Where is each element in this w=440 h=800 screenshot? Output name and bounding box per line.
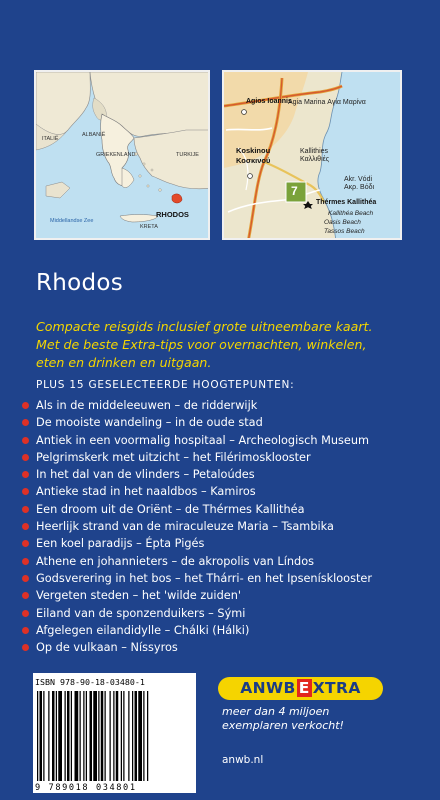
tagline-line: exemplaren verkocht! (222, 719, 344, 732)
bullet-icon (22, 402, 29, 409)
barcode-bar (52, 691, 55, 781)
label-akr-vodi-greek: Ακρ. Βόδι (344, 184, 375, 191)
label-kallithies: Kallithies (300, 148, 329, 155)
list-item (22, 501, 372, 518)
label-italie: ITALIË (42, 136, 59, 142)
barcode-bar (147, 691, 148, 781)
label-koskinou: Koskinou (236, 146, 271, 155)
highlight-text: Godsverering in het bos – het Thárri- en het Ipsenísklooster (36, 571, 373, 585)
highlight-text: Als in de middeleeuwen – de ridderwijk (36, 399, 258, 412)
bullet-icon (22, 592, 29, 599)
barcode-bar (56, 691, 57, 781)
list-item (22, 535, 372, 552)
bullet-icon (22, 540, 29, 547)
highlight-text: Op de vulkaan – Níssyros (36, 641, 178, 655)
bullet-icon (22, 523, 29, 530)
bullet-icon (22, 610, 29, 617)
route-number-badge: 7 (291, 184, 298, 198)
barcode-bar (105, 691, 106, 781)
bullet-icon (22, 437, 29, 444)
list-item (22, 518, 372, 535)
highlight-text: Vergeten steden – het 'wilde zuiden' (36, 589, 241, 603)
intro-line: eten en drinken en uitgaan. (36, 355, 212, 370)
barcode-panel (33, 673, 196, 793)
list-item (22, 622, 372, 639)
barcode-bar (116, 691, 119, 781)
list-item (22, 483, 372, 500)
bullet-icon (22, 558, 29, 565)
ean-number: 9 789018 034801 (35, 783, 137, 793)
intro-line: Compacte reisgids inclusief grote uitneembare kaart. (36, 319, 373, 334)
logo-part-anwb: ANWB (240, 679, 296, 697)
book-title: Rhodos (36, 270, 124, 296)
label-middellandse-zee: Middellandse Zee (50, 218, 94, 224)
highlight-text: Antieke stad in het naaldbos – Kamiros (36, 485, 256, 499)
label-griekenland: GRIEKENLAND (96, 152, 136, 158)
bullet-icon (22, 419, 29, 426)
barcode-bar (48, 691, 49, 781)
barcode-bar (121, 691, 122, 781)
list-item (22, 639, 372, 656)
highlight-text: Een droom uit de Oriënt – de Thérmes Kallithéa (36, 502, 305, 516)
bullet-icon (22, 471, 29, 478)
barcode-bar (90, 691, 93, 781)
detail-map (222, 70, 402, 240)
highlight-text: Pelgrimskerk met uitzicht – het Filérimosklooster (36, 450, 311, 464)
barcode-bar (75, 691, 79, 781)
label-kallithea-beach: Kallithéa Beach (328, 210, 374, 217)
barcode-bar (101, 691, 104, 781)
label-kallithies-greek: Καλλιθιές (300, 156, 330, 163)
label-rhodos: RHODOS (156, 210, 189, 219)
label-tassos-beach: Tassos Beach (324, 228, 365, 235)
list-item (22, 605, 372, 622)
barcode-bar (83, 691, 84, 781)
label-agios-ioannis: Agios Ioannis (246, 98, 292, 105)
barcode-bar (123, 691, 124, 781)
barcode-bar (65, 691, 66, 781)
barcode-bar (128, 691, 129, 781)
label-turkije: TURKIJE (176, 152, 199, 158)
barcode-bar (98, 691, 99, 781)
barcode-bar (143, 691, 144, 781)
isbn-number: ISBN 978-90-18-03480-1 (35, 677, 145, 687)
highlight-text: Eiland van de sponzenduikers – Sými (36, 606, 246, 620)
highlights-heading: PLUS 15 GESELECTEERDE HOOGTEPUNTEN: (36, 379, 295, 391)
barcode-bar (40, 691, 43, 781)
label-kreta: KRETA (140, 224, 158, 230)
list-item (22, 432, 372, 449)
sales-tagline (222, 705, 344, 733)
barcode-bar (43, 691, 44, 781)
tagline-line: meer dan 4 miljoen (222, 705, 330, 718)
anwb-extra-logo (218, 677, 383, 700)
highlight-text: Afgelegen eilandidylle – Chálki (Hálki) (36, 623, 250, 637)
highlight-text: De mooiste wandeling – in de oude stad (36, 416, 263, 430)
label-koskinou-greek: Κοσκινού (236, 156, 271, 165)
intro-line: Met de beste Extra-tips voor overnachten, winkelen, (36, 337, 367, 352)
barcode-bar (138, 691, 142, 781)
list-item (22, 449, 372, 466)
bullet-icon (22, 627, 29, 634)
barcode-bar (67, 691, 70, 781)
label-akr-vodi: Akr. Vódi (344, 176, 373, 183)
website-url: anwb.nl (222, 754, 264, 766)
highlight-text: Athene en johannieters – de akropolis van Líndos (36, 554, 314, 568)
highlight-text: Een koel paradijs – Épta Pigés (36, 537, 205, 551)
highlight-text: Heerlijk strand van de miraculeuze Maria – Tsambika (36, 520, 334, 534)
barcode-bar (132, 691, 133, 781)
list-item (22, 553, 372, 570)
barcode-bar (110, 691, 111, 781)
highlights-list (22, 397, 372, 656)
barcode-graphic (37, 691, 192, 781)
bullet-icon (22, 454, 29, 461)
barcode-bar (71, 691, 72, 781)
label-agia-marina: Agia Marina Αγία Μαρίνα (288, 99, 366, 106)
list-item (22, 397, 372, 414)
list-item (22, 414, 372, 431)
list-item (22, 570, 372, 587)
label-oasis-beach: Oasis Beach (324, 219, 361, 226)
label-thermes-kallithea: Thérmes Kallithéa (316, 199, 377, 206)
bullet-icon (22, 644, 29, 651)
barcode-bar (135, 691, 138, 781)
bullet-icon (22, 488, 29, 495)
barcode-bar (37, 691, 38, 781)
overview-map (34, 70, 210, 240)
bullet-icon (22, 575, 29, 582)
bullet-icon (22, 506, 29, 513)
barcode-bar (58, 691, 62, 781)
logo-part-e: E (298, 679, 310, 697)
list-item (22, 587, 372, 604)
barcode-bar (86, 691, 87, 781)
intro-text (36, 318, 416, 372)
highlight-text: Antiek in een voormalig hospitaal – Archeologisch Museum (36, 433, 369, 447)
logo-part-xtra: XTRA (312, 679, 361, 697)
highlight-text: In het dal van de vlinders – Petaloúdes (36, 468, 255, 482)
barcode-bar (80, 691, 81, 781)
label-albanie: ALBANIË (82, 132, 106, 138)
list-item (22, 466, 372, 483)
barcode-bar (93, 691, 97, 781)
barcode-bar (113, 691, 114, 781)
